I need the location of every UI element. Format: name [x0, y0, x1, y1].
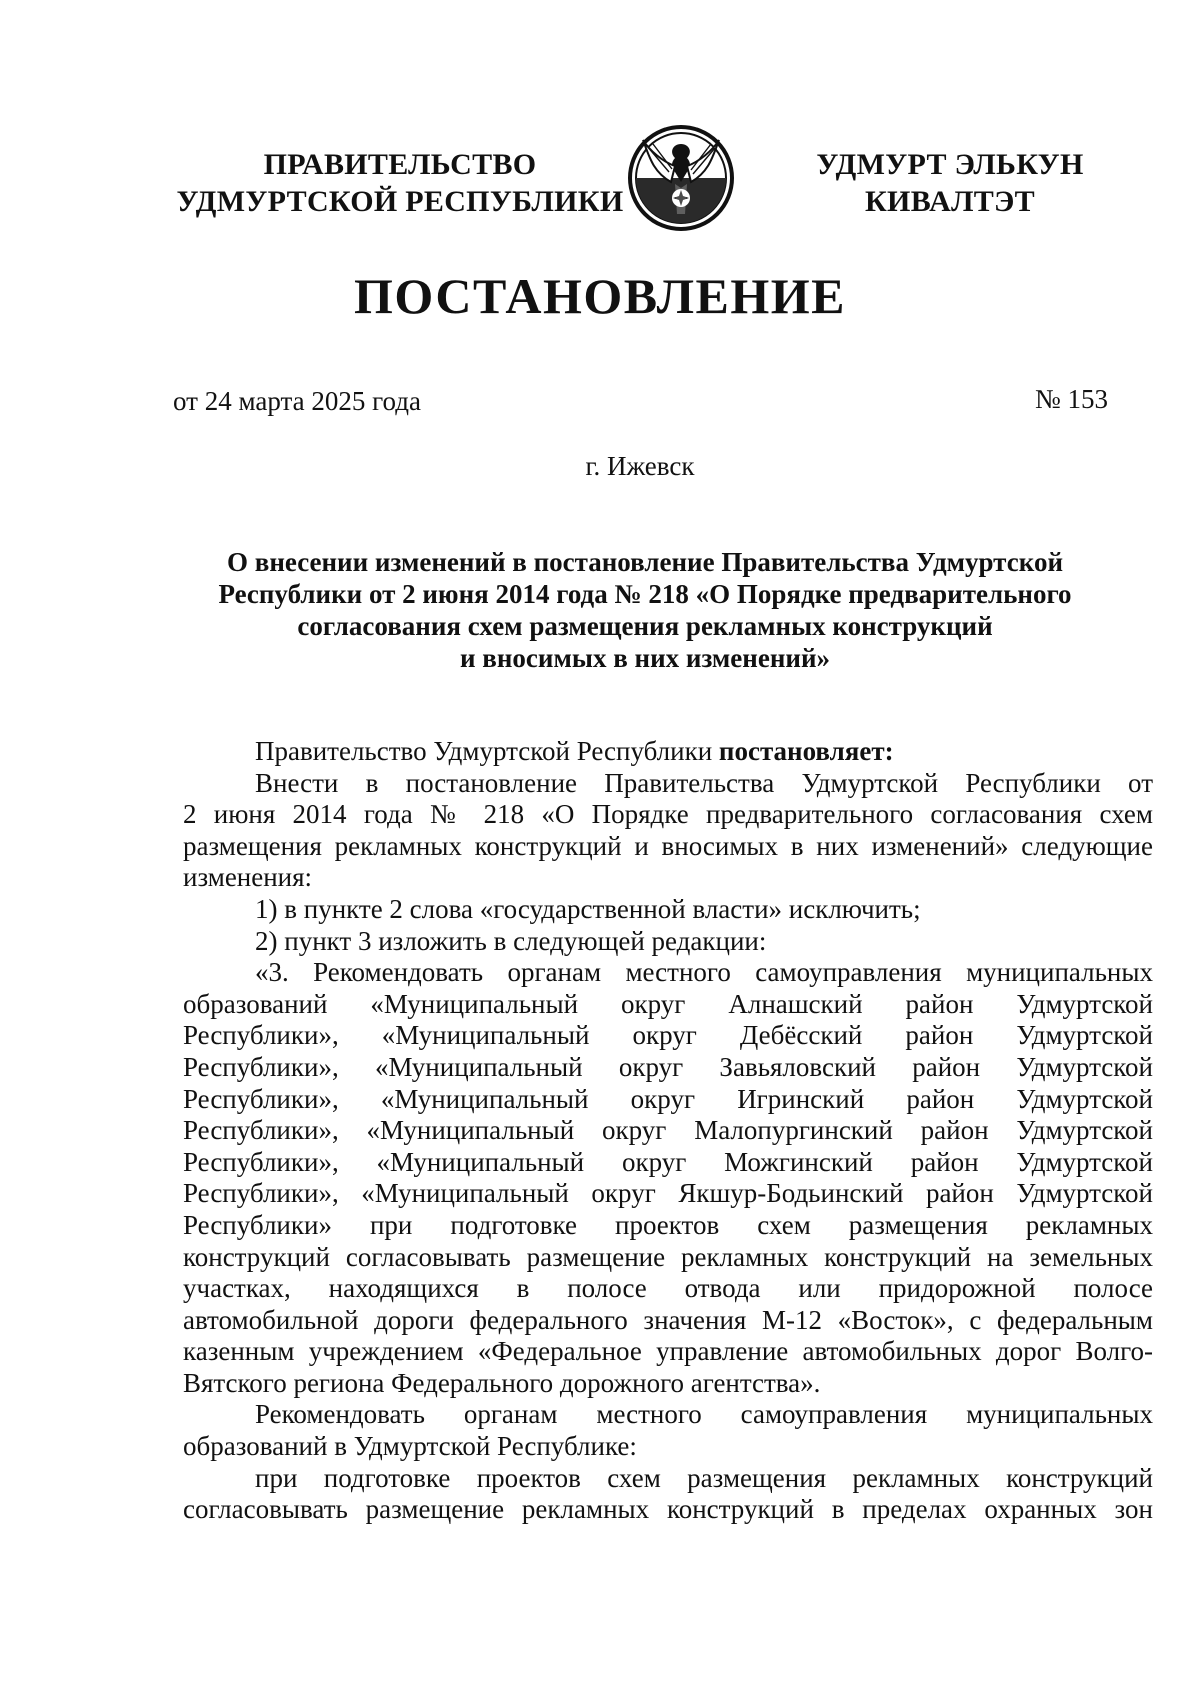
- subject-line: и вносимых в них изменений»: [459, 643, 830, 673]
- body-line: Республики», «Муниципальный округ Малопургинский район Удмуртской: [183, 1115, 1153, 1146]
- body-line: Внести в постановление Правительства Удмуртской Республики от: [255, 767, 1153, 798]
- body-line: при подготовке проектов схем размещения рекламных конструкций: [255, 1462, 1153, 1493]
- body-line: конструкций согласовывать размещение рекламных конструкций на земельных: [183, 1241, 1153, 1272]
- authority-name-line-1: ПРАВИТЕЛЬСТВО: [263, 148, 537, 181]
- resolve-paragraph: [183, 736, 1153, 768]
- body-line: Республики», «Муниципальный округ Дебёсский район Удмуртской: [183, 1020, 1153, 1051]
- document-city: г. Ижевск: [585, 451, 695, 481]
- body-line: Вятского региона Федерального дорожного агентства».: [183, 1367, 821, 1398]
- body-line: автомобильной дороги федерального значения М-12 «Восток», с федеральным: [183, 1304, 1153, 1335]
- authority-name-line-2: УДМУРТСКОЙ РЕСПУБЛИКИ: [176, 185, 624, 218]
- body-line: согласовывать размещение рекламных конструкций в пределах охранных зон: [183, 1494, 1153, 1525]
- document-date: от 24 марта 2025 года: [173, 386, 421, 416]
- body-line: участках, находящихся в полосе отвода или придорожной полосе: [183, 1273, 1153, 1304]
- authority-name-russian: [175, 146, 625, 220]
- subject-line: Республики от 2 июня 2014 года № 218 «О Порядке предварительного: [218, 579, 1072, 609]
- authority-name-udmurt-line-1: УДМУРТ ЭЛЬКУН: [816, 148, 1084, 181]
- body-line: 1) в пункте 2 слова «государственной власти» исключить;: [255, 893, 921, 924]
- body-line: Республики», «Муниципальный округ Игринский район Удмуртской: [183, 1083, 1153, 1114]
- authority-name-udmurt: [815, 146, 1085, 220]
- body-line: изменения:: [183, 862, 313, 893]
- body-line: размещения рекламных конструкций и вносимых в них изменений» следующие: [183, 830, 1153, 861]
- body-line: казенным учреждением «Федеральное управление автомобильных дорог Волго-: [183, 1336, 1153, 1367]
- document-type-title: ПОСТАНОВЛЕНИЕ: [354, 268, 846, 324]
- resolve-word: постановляет:: [718, 736, 894, 766]
- body-line: Республики», «Муниципальный округ Можгинский район Удмуртской: [183, 1146, 1153, 1177]
- body-line: Республики», «Муниципальный округ Якшур-Бодьинский район Удмуртской: [183, 1178, 1153, 1209]
- body-text: [183, 768, 1153, 1526]
- body-line: «3. Рекомендовать органам местного самоуправления муниципальных: [255, 957, 1153, 988]
- body-line: Республики», «Муниципальный округ Завьяловский район Удмуртской: [183, 1051, 1153, 1082]
- body-line: 2 июня 2014 года № 218 «О Порядке предварительного согласования схем: [183, 799, 1153, 830]
- body-line: Рекомендовать органам местного самоуправления муниципальных: [255, 1399, 1153, 1430]
- document-body: [183, 736, 1153, 1526]
- resolve-prefix: Правительство Удмуртской Республики: [255, 736, 719, 766]
- document-subject: [160, 546, 1130, 674]
- authority-name-udmurt-line-2: КИВАЛТЭТ: [865, 185, 1035, 218]
- document-number: № 153: [1034, 384, 1108, 414]
- subject-line: О внесении изменений в постановление Правительства Удмуртской: [227, 547, 1063, 577]
- body-line: образований в Удмуртской Республике:: [183, 1431, 637, 1462]
- body-line: образований «Муниципальный округ Алнашский район Удмуртской: [183, 988, 1153, 1019]
- body-line: Республики» при подготовке проектов схем размещения рекламных: [183, 1209, 1153, 1240]
- subject-line: согласования схем размещения рекламных конструкций: [297, 611, 993, 641]
- body-line: 2) пункт 3 изложить в следующей редакции:: [255, 925, 767, 956]
- coat-of-arms-udmurtia-icon: [625, 122, 737, 234]
